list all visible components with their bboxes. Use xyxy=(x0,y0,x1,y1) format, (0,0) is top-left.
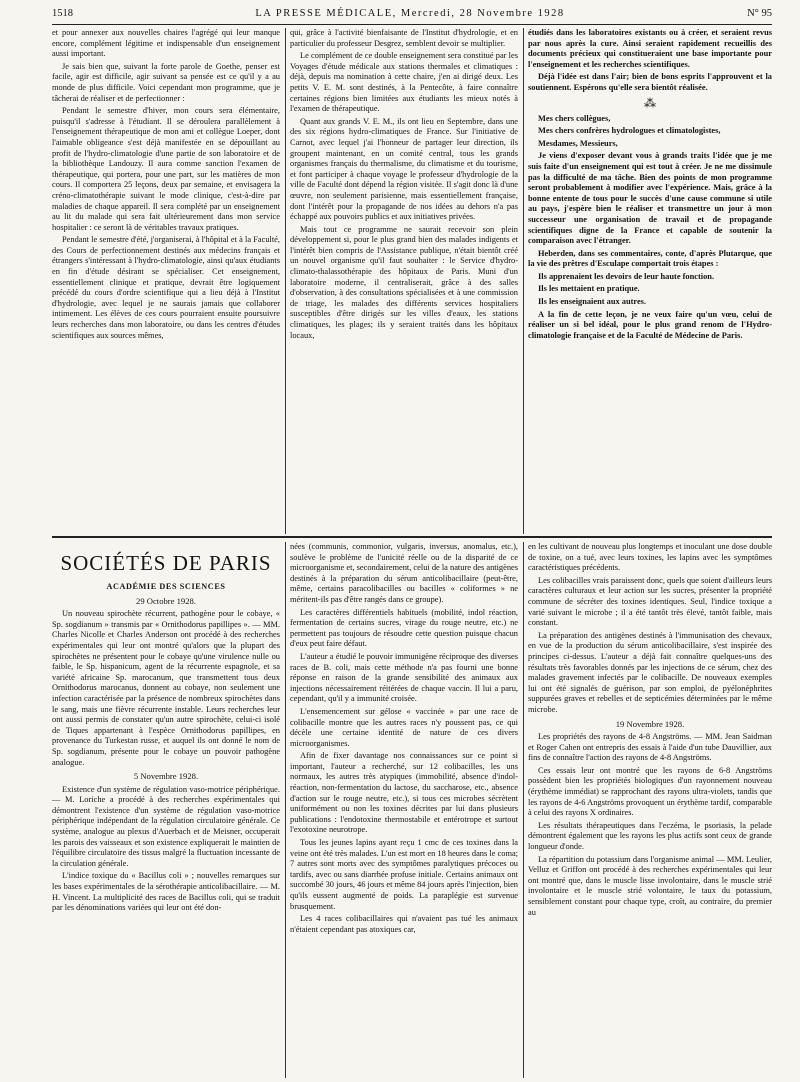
lower-column-1 xyxy=(52,542,280,1078)
header-rule xyxy=(52,24,772,25)
paragraph: nées (communis, commonior, vulgaris, inversus, anomalus, etc.), soulève le problème de l'unicité réelle ou de la disparité de ce microorganisme et, secondairement, celui de la nature des antigènes destinés à la préparation du sérum anticolibacillaire (peut-être, même, certains paracolibacilles ou bacilles « coliformes » ne méritent-ils pas d'être rangés dans ce groupe). xyxy=(290,542,518,604)
column-divider xyxy=(285,28,286,534)
upper-column-3-bottom xyxy=(528,151,772,341)
paragraph: Les propriétés des rayons de 4-8 Angströms. — MM. Jean Saidman et Roger Cahen ont entrepris des essais à l'aide d'un tube Dauvillier, aux fins de connaître l'action des rayons de 4-8 Angströms. xyxy=(528,732,772,763)
column-divider xyxy=(523,28,524,534)
paragraph: Mais tout ce programme ne saurait recevoir son plein développement si, pour le plus grand bien des malades indigents et l'intérêt bien compris de l'Assistance publique, n'était bientôt créé un nouvel organisme qu'il faut souhaiter : le Service d'hydro-climato-thalassothérapie des hôpitaux de Paris. Muni d'un laboratoire moderne, il centraliserait, grâce à des salles d'observation, à des consultations spécialisées et à une commission de triage, les malades des différents services hospitaliers susceptibles d'être dirigés sur les villes d'eaux, les stations climatiques, les plages; ils y seraient traités dans les hôpitaux locaux, xyxy=(290,224,518,340)
session-date: 5 Novembre 1928. xyxy=(133,771,199,782)
journal-title: LA PRESSE MÉDICALE, Mercredi, 28 Novembre 1928 xyxy=(255,7,565,19)
page-number: 1518 xyxy=(52,7,73,19)
paragraph: Les résultats thérapeutiques dans l'eczéma, le psoriasis, la pelade démontrent également que les rayons les plus actifs sont ceux de grande longueur d'onde. xyxy=(528,820,772,852)
upper-column-2 xyxy=(290,28,518,532)
section-stars: ⁂ xyxy=(644,95,656,110)
report-block xyxy=(528,542,772,716)
paragraph: Pendant le semestre d'été, j'organiserai, à l'hôpital et à la Faculté, des Cours de perfectionnement destinés aux médecins français et étrangers s'intéressant à l'hydro-climatologie, ainsi qu'aux étudiants en fin d'étude désirant se spécialiser. Cet enseignement, essentiellement clinique et pratique, devrait être logiquement précédé du cours d'ordre scientifique qui a lieu déjà à l'Institut d'hydrologie, avec lequel je ne saurais jamais que collaborer intimement. Les élèves de ces cours pourraient ensuite poursuivre leurs recherches dans mon laboratoire, ou dans les centres d'études scientifiques aux sources mêmes, xyxy=(52,235,280,340)
report-block xyxy=(52,609,280,768)
upper-column-3 xyxy=(528,28,772,532)
paragraph: qui, grâce à l'activité bienfaisante de l'Institut d'hydrologie, et en particulier du professeur Desgrez, semblent devoir se multiplier. xyxy=(290,28,518,48)
paragraph: Les colibacilles vrais paraissent donc, quels que soient d'ailleurs leurs caractères culturaux et leur action sur les sucres, présenter la propriété commune de sécréter des toxines identiques. Seul, l'indice toxique a varié suivant le microbe ; il a été tantôt très élevé, tantôt faible, mais constant. xyxy=(528,575,772,628)
academy-heading: ACADÉMIE DES SCIENCES xyxy=(106,582,226,591)
paragraph: et pour annexer aux nouvelles chaires l'agrégé qui leur manque encore, complément légitime et indispensable d'un enseignement aussi important. xyxy=(52,28,280,59)
paragraph: en les cultivant de nouveau plus longtemps et inoculant une dose double de toxine, on a tué, avec leurs toxines, les lapins avec les symptômes caractéristiques précédents. xyxy=(528,542,772,573)
paragraph: Tous les jeunes lapins ayant reçu 1 cmc de ces toxines dans la veine ont été très malades. L'un est mort en 18 heures dans le coma; 7 autres sont morts avec des symptômes paralytiques précoces ou tardifs, avec ou sans diarrhée profuse initiale. Certains animaux ont succombé 30 jours, 46 jours et même 84 jours après l'injection, bien qu'ils eussent augmenté de poids. La paraplégie est survenue brusquement. xyxy=(290,838,518,911)
session-date: 29 Octobre 1928. xyxy=(136,595,196,606)
paragraph: Ils les enseignaient aux autres. xyxy=(538,297,647,307)
paragraph: La répartition du potassium dans l'organisme animal — MM. Leulier, Velluz et Griffon ont procédé à des recherches expérimentales qui leur ont montré que, dans le muscle lisse involontaire, dans le muscle strié involontaire et le muscle strié volontaire, le taux du potassium, sensiblement constant pour chaque type, croît, au contraire, du premier au xyxy=(528,854,772,917)
paragraph: Le complément de ce double enseignement sera constitué par les Voyages d'étude médicale aux stations thermales et climatiques : déjà, depuis ma nomination à cette chaire, j'en ai dirigé deux. Les petits V. E. M. sont destinés, à la Pentecôte, à faire connaître certaines régions bien limitées aux étudiants les mieux notés à l'examen de thérapeutique. xyxy=(290,51,518,114)
greeting-line: Mesdames, Messieurs, xyxy=(538,138,618,148)
paragraph: Ils les mettaient en pratique. xyxy=(538,284,640,294)
paragraph: Je sais bien que, suivant la forte parole de Goethe, penser est facile, agir est difficile, agir suivant sa pensée est ce qu'il y a au monde de plus difficile. Voici cependant mon programme, que je tâcherai de réaliser et de perfectionner : xyxy=(52,61,280,103)
running-header xyxy=(52,6,772,20)
upper-column-3-top xyxy=(528,28,772,94)
section-title: SOCIÉTÉS DE PARIS xyxy=(60,551,272,575)
paragraph: Les 4 races colibacillaires qui n'avaient pas tué les animaux n'étaient cependant pas atoxiques car, xyxy=(290,914,518,934)
report-block xyxy=(52,785,280,914)
paragraph: Heberden, dans ses commentaires, conte, d'après Plutarque, que la vie des prêtres d'Esculape comportait trois étapes : xyxy=(528,248,772,269)
section-rule xyxy=(52,536,772,538)
issue-number: N° 95 xyxy=(747,7,772,19)
paragraph: Ces essais leur ont montré que les rayons de 6-8 Angströms possèdent bien les propriétés biologiques d'un rayonnement nouveau (érythème immédiat) se rapprochant des rayons ultra-violets, tandis que les rayons de 4-6 Angströms provoquent un érythème tardif, comparable à celui des rayons X ordinaires. xyxy=(528,765,772,818)
session-date: 19 Novembre 1928. xyxy=(615,718,685,729)
lower-column-2 xyxy=(290,542,518,1078)
paragraph: étudiés dans les laboratoires existants ou à créer, et seraient revus par nous après la cure. Ainsi seraient rapidement recueillis des documents précieux qui constitueraient une base importante pour l'enseignement et les recherches scientifiques. xyxy=(528,28,772,69)
paragraph: Ils apprenaient les devoirs de leur haute fonction. xyxy=(538,271,715,281)
paragraph: Quant aux grands V. E. M., ils ont lieu en Septembre, dans une des six régions hydro-climatiques de France. Sur l'initiative de Carnot, avec lequel j'ai l'honneur de partager leur direction, ils groupent maintenant, en un comité central, tous les grands organismes français du thermalisme, du climatisme et du tourisme, et font participer à chaque voyage le professeur d'hydrologie de la ville de Faculté dont dépend la région visitée. Il s'agit donc là d'une œuvre, non seulement parisienne, mais essentiellement française, dont l'intérêt pour la propagande de nos idées au dehors n'a pas échappé aux pouvoirs publics et aux initiatives privées. xyxy=(290,116,518,222)
paragraph: L'ensemencement sur gélose « vaccinée » par une race de colibacille montre que les autres races n'y poussent pas, ce qui décèle une certaine identité de nature de ces divers microorganismes. xyxy=(290,706,518,748)
paragraph: Les caractères différentiels habituels (mobilité, indol réaction, fermentation de certains sucres, virage du rouge neutre, etc.) ne permettent pas toujours de résoudre cette question puisque chacun d'eux peut faire défaut. xyxy=(290,607,518,649)
report-block xyxy=(528,732,772,918)
column-divider xyxy=(523,542,524,1078)
paragraph: Je viens d'exposer devant vous à grands traits l'idée que je me suis faite d'un enseignement qui est tout à créer. Je ne me dissimule pas la difficulté de ma tâche. Bien des points de mon programme seront probablement à modifier avec l'expérience. Mais, grâce à la bonne entente de tous pour le succès d'une cause commune si utile au pays, j'espère bien le réaliser et transmettre un jour à mon successeur une organisation de travail et de propagande scientifiques digne de la France et capable de soutenir la comparaison avec l'étranger. xyxy=(528,151,772,246)
column-divider xyxy=(285,542,286,1078)
greeting-line: Mes chers confrères hydrologues et climatologistes, xyxy=(538,126,721,136)
paragraph: Un nouveau spirochète récurrent, pathogène pour le cobaye, « Sp. sogdianum » transmis par « Ornithodorus papillipes ». — MM. Charles Nicolle et Charles Anderson ont procédé à des recherches expérimentales qui leur ont montré qu'alors que la plupart des spirochètes ne présentent pour le cobaye qu'une virulence nulle ou faible, le Sp. hispanicum, agent de la récurrente espagnole, et sa variété africaine Sp. marocanum, que transmettent tous deux Ornithodorus marocanus, donnent au cobaye, non seulement une infection caractérisée par la présence de nombreux spirochètes dans le sang, mais une fièvre récurrente instable. Leurs recherches leur ont aussi permis de constater qu'un autre spirochète, celui-ci isolé de Tiques appartenant à l'espèce Ornithodorus papillipes, en provenance du Turkestan russe, et auquel ils ont donné le nom de Sp. sogdianum, présente pour le cobaye un pouvoir pathogène analogue. xyxy=(52,609,280,767)
paragraph: Déjà l'idée est dans l'air; bien de bons esprits l'approuvent et la soutiennent. Espérons qu'elle sera bientôt réalisée. xyxy=(528,72,772,92)
greeting-block xyxy=(528,114,772,150)
paragraph: L'auteur a étudié le pouvoir immunigène réciproque des diverses races de B. coli, mais cette méthode n'a pas fourni une bonne réponse en raison de la grande sensibilité des animaux aux injections nécessairement réitérées de chaque vaccin. Il lui a paru, cependant, qu'il y a immunité croisée. xyxy=(290,651,518,704)
greeting-line: Mes chers collègues, xyxy=(538,113,611,123)
paragraph: A la fin de cette leçon, je ne veux faire qu'un vœu, celui de réaliser un si bel idéal, pour le plus grand renom de l'Hydro-climatologie française et de la Faculté de Médecine de Paris. xyxy=(528,309,772,340)
upper-column-1 xyxy=(52,28,280,532)
lower-column-3 xyxy=(528,542,772,1078)
paragraph: La préparation des antigènes destinés à l'immunisation des chevaux, en vue de la production du sérum anticolibacillaire, s'est inspirée des principes ci-dessus. L'auteur a déjà fait connaître quelques-uns des résultats très favorables donnés par les injections de ce sérum, chez des malades gravement infectés par le colibacille. De nouveaux exemples lui ont été signalés de guérison, par son emploi, de pyélonéphrites suppurées graves et rebelles et de septicémies déterminées par le même microbe. xyxy=(528,630,772,714)
paragraph: Pendant le semestre d'hiver, mon cours sera élémentaire, puisqu'il s'adresse à l'étudiant. Il se déroulera parallèlement à l'enseignement thérapeutique de mon ami et collègue Loeper, dont l'aimable obligeance s'est déjà manifestée en se dépouillant au profit de l'hydro-climatologie d'une partie de son laboratoire et de la bibliothèque Landouzy. Il aura comme sanction l'examen de thérapeutique, qui portera, pour une part, sur les matières de mon cours. Il comportera 25 leçons, deux par semaine, et envisagera la créno-climatothérapie suivant le mode clinique, c'est-à-dire par maladies de chaque appareil. Il sera complété par un enseignement au lit du malade qui sera fait ultérieurement dans mon service hospitalier : ce seront là de véritables travaux pratiques. xyxy=(52,106,280,232)
paragraph: Existence d'un système de régulation vaso-motrice périphérique. — M. Loriche a procédé à des recherches expérimentales qui démontrent l'existence d'un système de régulation vaso-motrice périphérique indépendant de la régulation circulatoire générale. Ce système, analogue au plexus d'Auerbach et de Meisner, occuperait les parois des vaisseaux et son existence expliquerait le maintien de l'équilibre circulatoire des tissus malgré la fluctuation incessante de la circulation générale. xyxy=(52,784,280,868)
paragraph: L'indice toxique du « Bacillus coli » ; nouvelles remarques sur les bases expérimentales de la sérothérapie anticolibacillaire. — M. H. Vincent. La multiplicité des races de Bacillus coli, qui se traduit par les dénominations variées qui leur ont été don- xyxy=(52,871,280,913)
paragraph: Afin de fixer davantage nos connaissances sur ce point si important, l'auteur a recherché, sur 12 colibacilles, les uns normaux, les autres très atypiques (immobilité, absence d'indol-réaction, non-fermentation du lactose, du saccharose, etc., absence d'action sur le rouge neutre, etc.), si tous ces microbes sécrètent uniformément ou non les toxines décrites par lui dans plusieurs publications : l'endotoxine thermostabile et entérotrope et surtout l'exotoxine neurotrope. xyxy=(290,751,518,835)
